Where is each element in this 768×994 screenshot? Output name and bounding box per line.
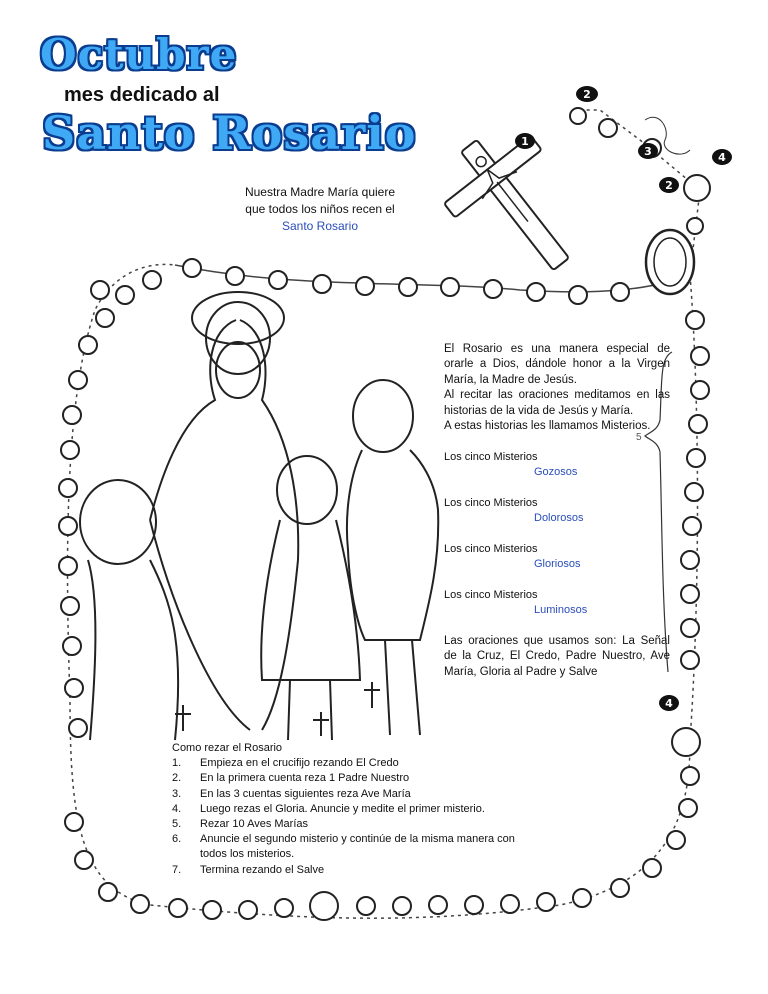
step-item: 2. En la primera cuenta reza 1 Padre Nuestro: [172, 772, 410, 785]
marker-3: 3: [644, 145, 652, 158]
mystery-luminous: [444, 588, 674, 618]
mystery-name: Gloriosos: [534, 558, 581, 570]
mystery-name: Gozosos: [534, 466, 578, 478]
step-item: 5. Rezar 10 Aves Marías: [172, 818, 309, 831]
how-to-heading: Como rezar el Rosario: [172, 742, 283, 754]
marker-4-lower: 4: [665, 697, 673, 710]
bracket-number: 5: [636, 432, 642, 443]
intro-line-1: Nuestra Madre María quiere: [244, 185, 396, 199]
explanation-line-2: Al recitar las oraciones meditamos en las historias de la vida de Jesús y María.: [444, 389, 670, 417]
step-item: 6. Anuncie el segundo misterio y continúe de la misma manera con todos los misterios.: [172, 833, 515, 861]
mystery-label: Los cinco Misterios: [444, 589, 538, 601]
marker-2: 2: [583, 88, 591, 101]
mystery-name: Dolorosos: [534, 512, 584, 524]
intro-line-2: que todos los niños recen el: [245, 202, 395, 216]
intro-highlight: Santo Rosario: [281, 219, 359, 233]
mystery-sorrowful: [444, 496, 674, 526]
step-item: 1. Empieza en el crucifijo rezando El Credo: [172, 757, 399, 770]
mystery-glorious: [444, 542, 674, 572]
title-octubre: Octubre: [40, 30, 238, 79]
mystery-name: Luminosos: [534, 604, 588, 616]
step-item: 7. Termina rezando el Salve: [172, 863, 325, 876]
mystery-joyful: [444, 450, 674, 480]
how-to-steps: [172, 756, 518, 878]
explanation-paragraph: [444, 342, 670, 434]
step-item: 3. En las 3 cuentas siguientes reza Ave María: [172, 787, 411, 800]
mystery-label: Los cinco Misterios: [444, 497, 538, 509]
title-subtitle: mes dedicado al: [64, 84, 220, 106]
title-santo-rosario: Santo Rosario: [42, 106, 417, 160]
prayers-text: Las oraciones que usamos son: La Señal de la Cruz, El Credo, Padre Nuestro, Ave María, Gloria al Padre y Salve: [444, 635, 670, 678]
mystery-label: Los cinco Misterios: [444, 451, 538, 463]
marker-1: 1: [521, 135, 529, 148]
how-to-pray: [172, 741, 518, 878]
marker-4: 4: [718, 151, 726, 164]
marker-2-lower: 2: [665, 179, 673, 192]
mystery-label: Los cinco Misterios: [444, 543, 538, 555]
explanation-line-3: A estas historias les llamamos Misterios.: [444, 420, 651, 433]
intro-text: [210, 184, 430, 235]
step-item: 4. Luego rezas el Gloria. Anuncie y medite el primer misterio.: [172, 802, 485, 815]
explanation-line-1: El Rosario es una manera especial de orarle a Dios, dándole honor a la Virgen María, la Madre de Jesús.: [444, 343, 670, 386]
